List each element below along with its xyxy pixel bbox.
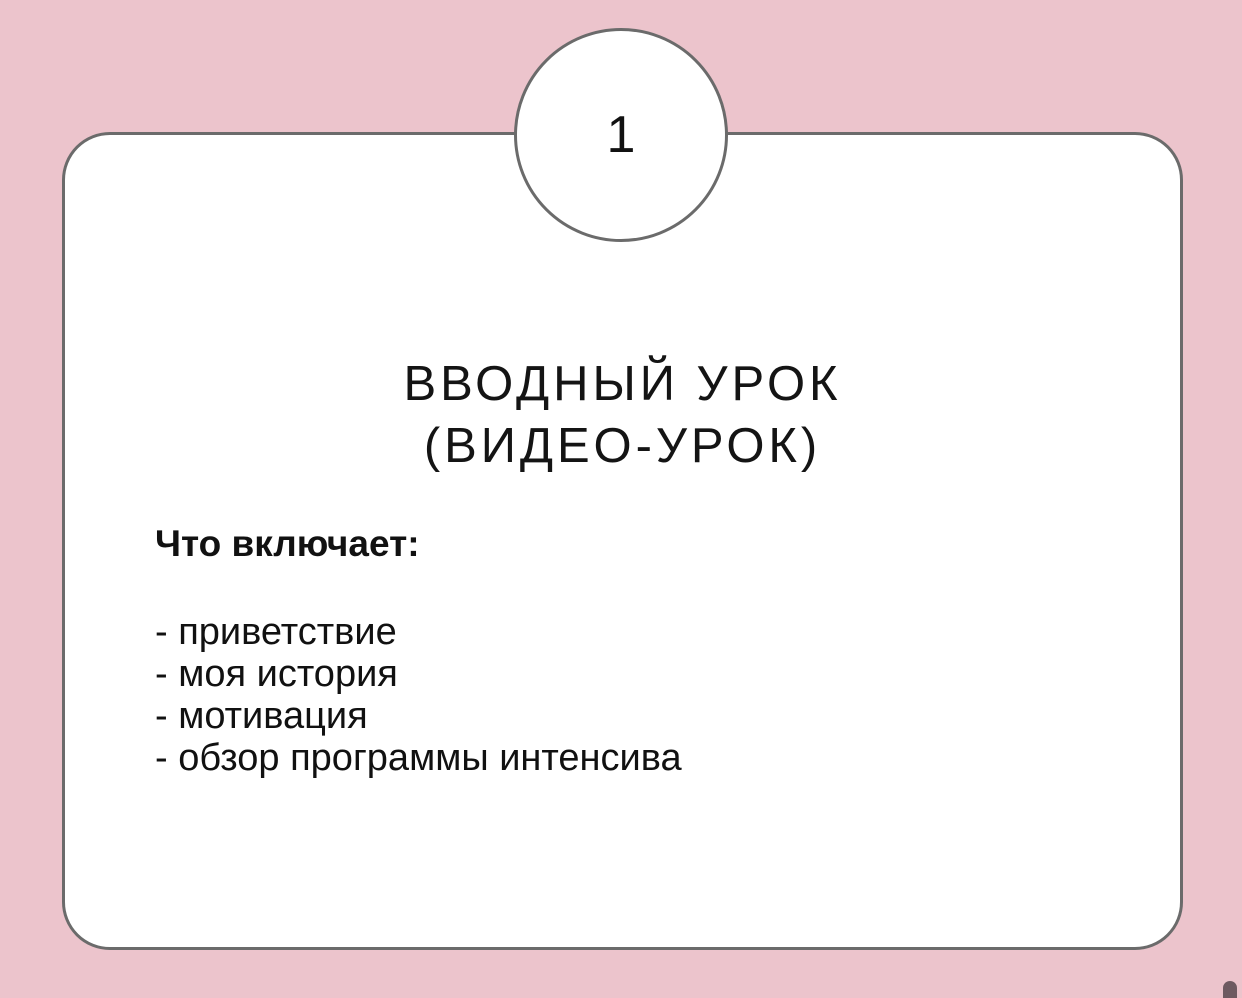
step-number: 1 [606, 106, 636, 164]
includes-list [155, 611, 682, 779]
lesson-title [65, 353, 1180, 477]
list-item: - моя история [155, 653, 398, 695]
list-item: - мотивация [155, 695, 368, 737]
includes-heading: Что включает: [155, 523, 420, 564]
step-number-badge [514, 28, 728, 242]
scrollbar-thumb[interactable] [1223, 981, 1237, 998]
lesson-card [62, 132, 1183, 950]
list-item: - обзор программы интенсива [155, 737, 682, 779]
lesson-title-line1: ВВОДНЫЙ УРОК [403, 357, 842, 411]
lesson-title-line2: (ВИДЕО-УРОК) [423, 419, 822, 473]
list-item: - приветствие [155, 611, 397, 653]
